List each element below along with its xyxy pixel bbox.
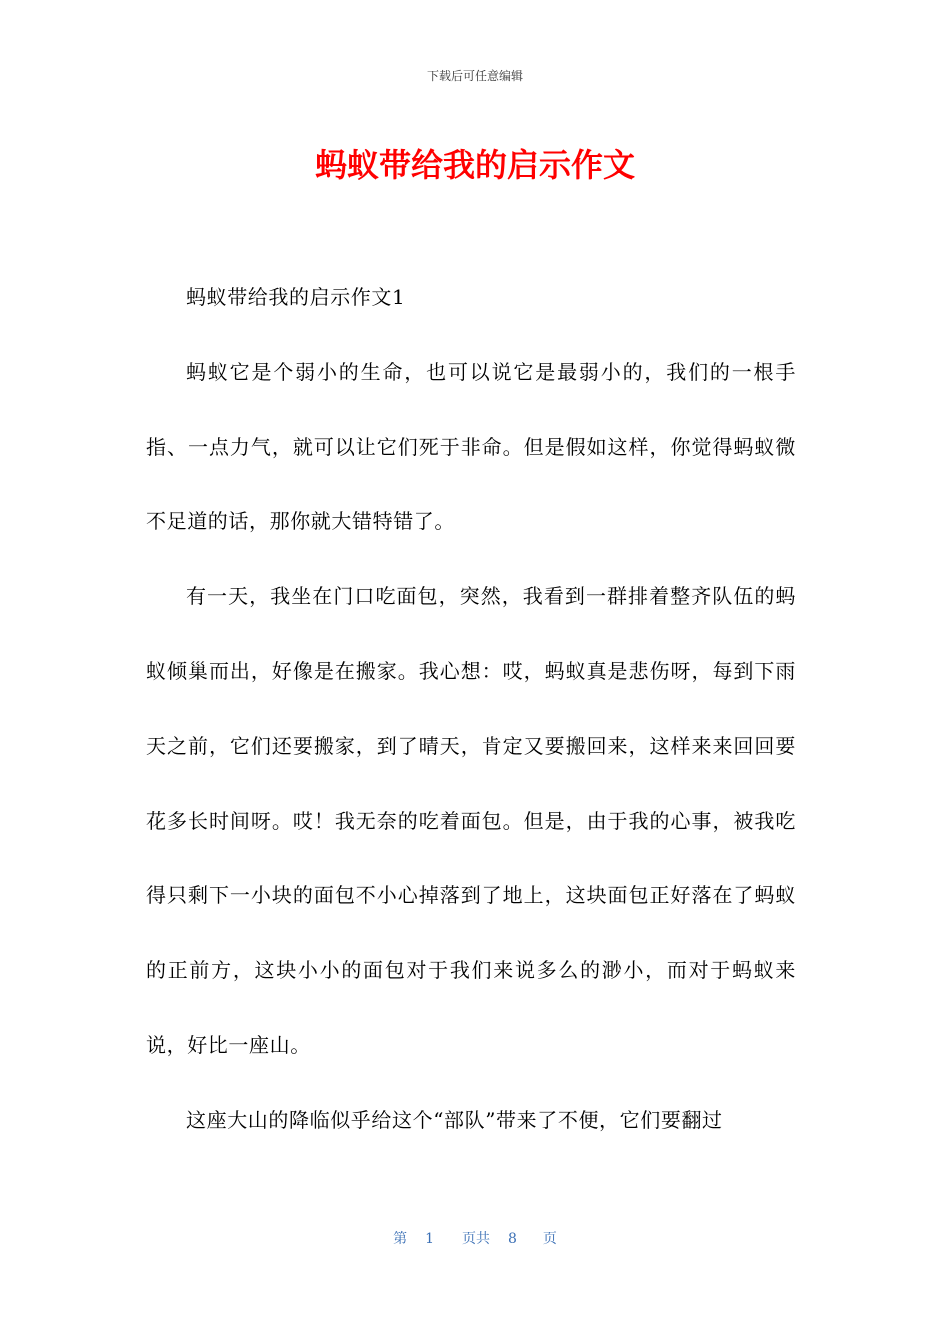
page-footer — [0, 1228, 950, 1250]
section-heading: 蚂蚁带给我的启示作文1 — [186, 285, 406, 309]
header-note: 下载后可任意编辑 — [426, 69, 523, 83]
document-title: 蚂蚁带给我的启示作文 — [314, 146, 635, 184]
paragraph: 有一天，我坐在门口吃面包，突然，我看到一群排着整齐队伍的蚂蚁倾巢而出，好像是在搬家。我心想：哎，蚂蚁真是悲伤呀，每到下雨天之前，它们还要搬家，到了晴天，肯定又要搬回来，这样来来回回要花多长时间呀。哎！我无奈的吃着面包。但是，由于我的心事，被我吃得只剩下一小块的面包不小心掉落到了地上，这块面包正好落在了蚂蚁的正前方，这块小小的面包对于我们来说多么的渺小，而对于蚂蚁来说，好比一座山。 — [146, 584, 796, 1057]
document-body — [146, 260, 796, 1158]
page-number: 1 — [425, 1231, 434, 1247]
page-label-prefix: 第 — [393, 1231, 408, 1247]
page-label-mid: 页共 — [462, 1231, 490, 1247]
paragraph: 这座大山的降临似乎给这个“部队”带来了不便，它们要翻过 — [186, 1107, 723, 1132]
page-total: 8 — [508, 1231, 517, 1247]
page-label-suffix: 页 — [542, 1231, 557, 1247]
paragraph: 蚂蚁它是个弱小的生命，也可以说它是最弱小的，我们的一根手指、一点力气，就可以让它们死于非命。但是假如这样，你觉得蚂蚁微不足道的话，那你就大错特错了。 — [146, 359, 796, 534]
